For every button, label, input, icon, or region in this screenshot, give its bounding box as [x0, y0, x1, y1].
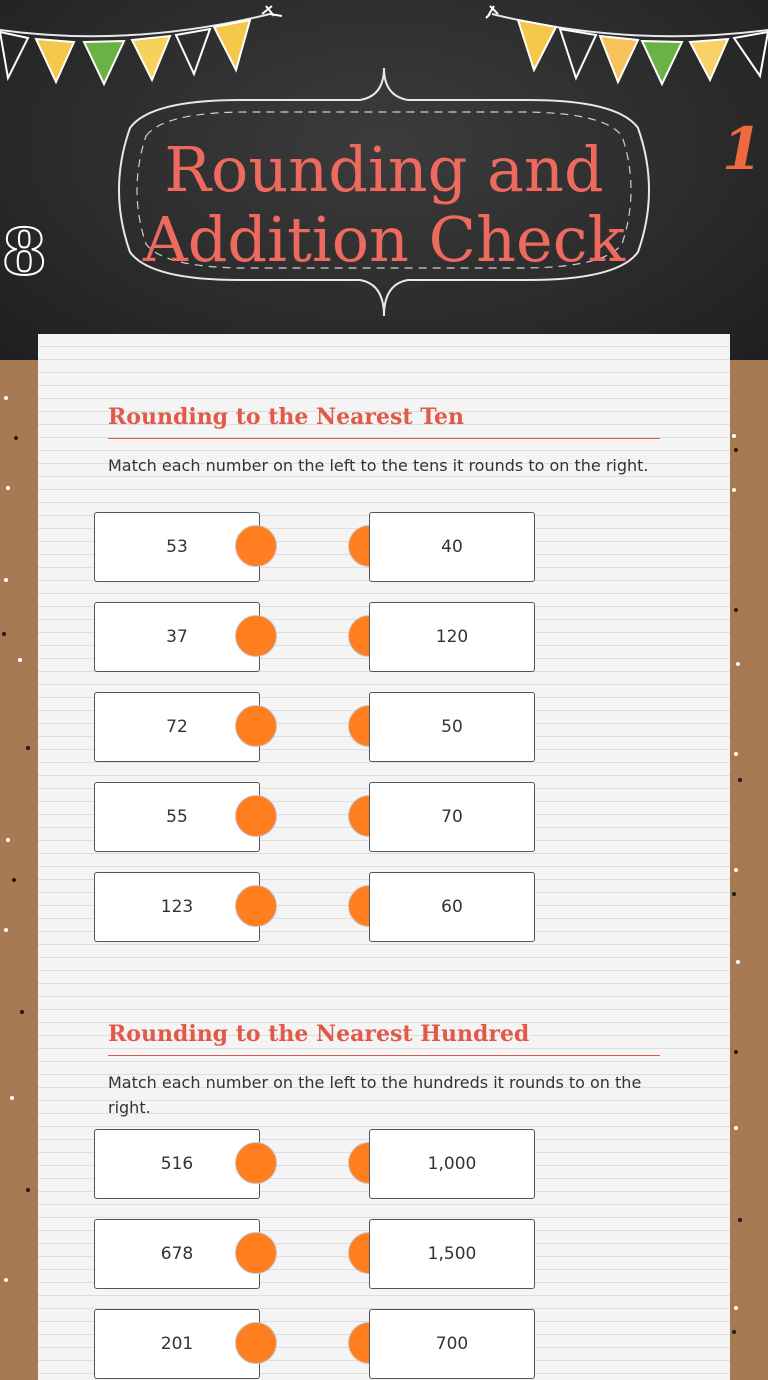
left-value: 55 — [166, 807, 188, 827]
left-connector-dot[interactable] — [235, 1322, 277, 1364]
match-row — [94, 692, 534, 762]
left-connector-dot[interactable] — [235, 795, 277, 837]
right-answer-box[interactable] — [369, 512, 535, 582]
right-answer-box[interactable] — [369, 692, 535, 762]
left-value: 516 — [160, 1154, 194, 1174]
right-value: 120 — [435, 627, 469, 647]
bunting-flags-right — [486, 6, 768, 84]
match-row — [94, 1129, 534, 1199]
right-answer-box[interactable] — [369, 602, 535, 672]
left-connector-dot[interactable] — [235, 525, 277, 567]
left-value: 201 — [160, 1334, 194, 1354]
left-connector-dot[interactable] — [235, 615, 277, 657]
right-answer-box[interactable] — [369, 1219, 535, 1289]
decorative-number-one: 1 — [722, 115, 763, 183]
match-row — [94, 1309, 534, 1379]
left-connector-dot[interactable] — [235, 705, 277, 747]
right-answer-box[interactable] — [369, 782, 535, 852]
section-instructions: Match each number on the left to the hundreds it rounds to on the right. — [108, 1073, 642, 1117]
section-instructions: Match each number on the left to the tens it rounds to on the right. — [108, 456, 649, 475]
left-value: 72 — [166, 717, 188, 737]
right-value: 70 — [441, 807, 463, 827]
section-nearest-ten — [108, 404, 660, 478]
chalkboard-header — [0, 0, 768, 360]
left-connector-dot[interactable] — [235, 885, 277, 927]
right-value: 700 — [435, 1334, 469, 1354]
match-row — [94, 512, 534, 582]
match-row — [94, 872, 534, 942]
left-connector-dot[interactable] — [235, 1142, 277, 1184]
left-connector-dot[interactable] — [235, 1232, 277, 1274]
section-heading: Rounding to the Nearest Hundred — [108, 1021, 660, 1056]
match-row — [94, 782, 534, 852]
bunting-flags-left — [0, 6, 282, 84]
page-title — [120, 110, 648, 300]
right-value: 60 — [441, 897, 463, 917]
title-line-1: Rounding and — [164, 133, 604, 206]
left-value: 123 — [160, 897, 194, 917]
left-value: 678 — [160, 1244, 194, 1264]
match-row — [94, 1219, 534, 1289]
right-value: 50 — [441, 717, 463, 737]
match-row — [94, 602, 534, 672]
title-line-2: Addition Check — [142, 203, 626, 276]
decorative-number-eight: 8 — [2, 215, 47, 290]
worksheet-paper — [38, 334, 730, 1380]
right-answer-box[interactable] — [369, 1129, 535, 1199]
section-nearest-hundred — [108, 1021, 660, 1120]
left-value: 37 — [166, 627, 188, 647]
right-value: 40 — [441, 537, 463, 557]
right-answer-box[interactable] — [369, 1309, 535, 1379]
right-value: 1,500 — [427, 1244, 477, 1264]
right-answer-box[interactable] — [369, 872, 535, 942]
left-value: 53 — [166, 537, 188, 557]
right-value: 1,000 — [427, 1154, 477, 1174]
section-heading: Rounding to the Nearest Ten — [108, 404, 660, 439]
